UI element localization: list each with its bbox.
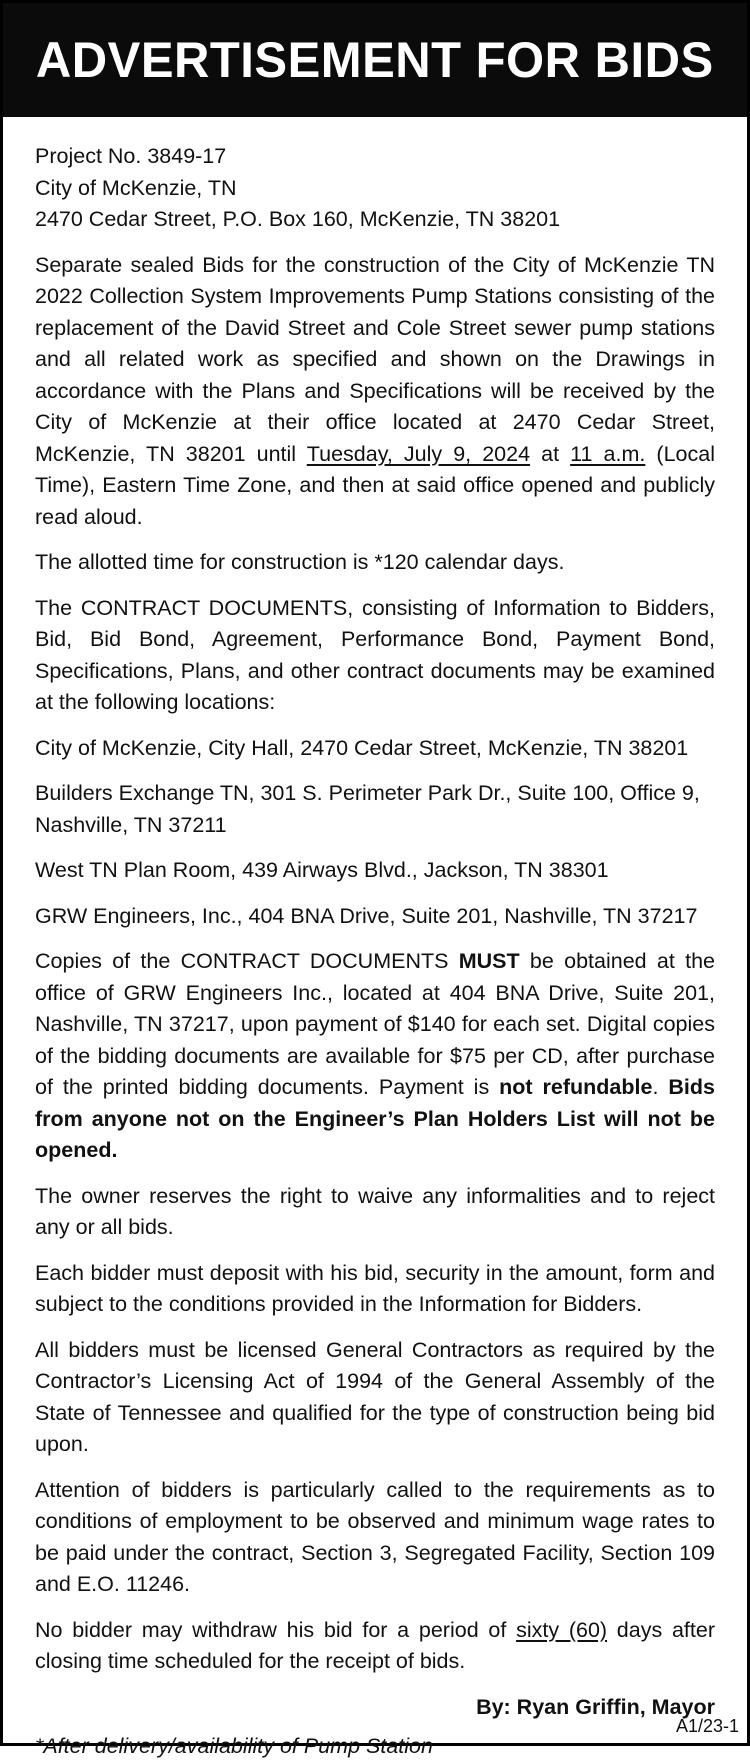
- copies-paragraph: [35, 946, 715, 1167]
- ad-code: A1/23-1: [675, 1716, 739, 1736]
- project-number: Project No. 3849-17: [35, 144, 227, 168]
- plan-holders-warning: Bids from anyone not on the Engineer’s Plan Holders List will not be opened.: [35, 1075, 715, 1162]
- location-2-text: Builders Exchange TN, 301 S. Perimeter Park Dr., Suite 100, Office 9, Nashville, TN 37211: [35, 781, 700, 837]
- intro-text: Separate sealed Bids for the construction of the City of McKenzie TN 2022 Collection System Improvements Pump Stations consisting of the replacement of the David Street and Cole Street sewer pump stations and all related work as specified and shown on the Drawings in accordance with the Plans and Specifications will be received by the City of McKenzie at their office located at 2470 Cedar Street, McKenzie, TN 38201 until: [35, 252, 715, 466]
- allotted-time-paragraph: The allotted time for construction is *120 calendar days.: [35, 550, 565, 574]
- copies-period: .: [652, 1075, 669, 1099]
- header-banner: [3, 3, 747, 117]
- not-refundable-emphasis: not refundable: [499, 1075, 653, 1099]
- withdraw-text-1: No bidder may withdraw his bid for a period of: [35, 1617, 517, 1642]
- intro-at: at: [530, 441, 571, 466]
- intro-after: (Local Time), Eastern Time Zone, and then at said office opened and publicly read aloud.: [35, 441, 715, 529]
- ad-body: [3, 117, 747, 1763]
- intro-paragraph: [35, 250, 715, 534]
- location-2: [35, 778, 715, 841]
- bid-time: 11 a.m.: [570, 441, 646, 466]
- attention-paragraph: Attention of bidders is particularly called to the requirements as to conditions of employment to be observed and minimum wage rates to be paid under the contract, Section 3, Segregated Facility, Section 109 and E.O. 11246.: [35, 1477, 715, 1596]
- must-emphasis: MUST: [458, 949, 520, 973]
- reserve-paragraph: The owner reserves the right to waive any informalities and to reject any or all bids.: [35, 1183, 715, 1239]
- copies-text-1: Copies of the CONTRACT DOCUMENTS: [35, 949, 459, 973]
- location-1: City of McKenzie, City Hall, 2470 Cedar Street, McKenzie, TN 38201: [35, 735, 689, 760]
- withdraw-text-2: days after closing time scheduled for the receipt of bids.: [35, 1617, 715, 1673]
- project-address: 2470 Cedar Street, P.O. Box 160, McKenzie, TN 38201: [35, 207, 561, 231]
- location-3: West TN Plan Room, 439 Airways Blvd., Jackson, TN 38301: [35, 858, 609, 882]
- location-4: GRW Engineers, Inc., 404 BNA Drive, Suite 201, Nashville, TN 37217: [35, 903, 698, 928]
- licensed-paragraph: All bidders must be licensed General Contractors as required by the Contractor’s Licensing Act of 1994 of the General Assembly of the State of Tennessee and qualified for the type of construction being bid upon.: [35, 1337, 715, 1456]
- page-title: ADVERTISEMENT FOR BIDS: [36, 32, 714, 88]
- project-info: [35, 141, 715, 236]
- project-city: City of McKenzie, TN: [35, 175, 237, 200]
- deposit-paragraph: Each bidder must deposit with his bid, security in the amount, form and subject to the conditions provided in the Information for Bidders.: [35, 1260, 715, 1316]
- withdraw-period: sixty (60): [516, 1617, 608, 1642]
- signature: By: Ryan Griffin, Mayor: [476, 1694, 715, 1719]
- copies-text-2: be obtained at the office of GRW Engineers Inc., located at 404 BNA Drive, Suite 201, Nashville, TN 37217, upon payment of $140 for each set. Digital copies of the bidding documents are available for $75 per CD, after purchase of the printed bidding documents. Payment is: [35, 949, 715, 1099]
- footnote: *After delivery/availability of Pump Station: [35, 1734, 433, 1758]
- withdraw-paragraph: [35, 1615, 715, 1678]
- bid-date: Tuesday, July 9, 2024: [306, 441, 531, 466]
- contract-documents-paragraph: The CONTRACT DOCUMENTS, consisting of Information to Bidders, Bid, Bid Bond, Agreement, Performance Bond, Payment Bond, Specifications, Plans, and other contract documents may be examined at the following locations:: [35, 595, 715, 714]
